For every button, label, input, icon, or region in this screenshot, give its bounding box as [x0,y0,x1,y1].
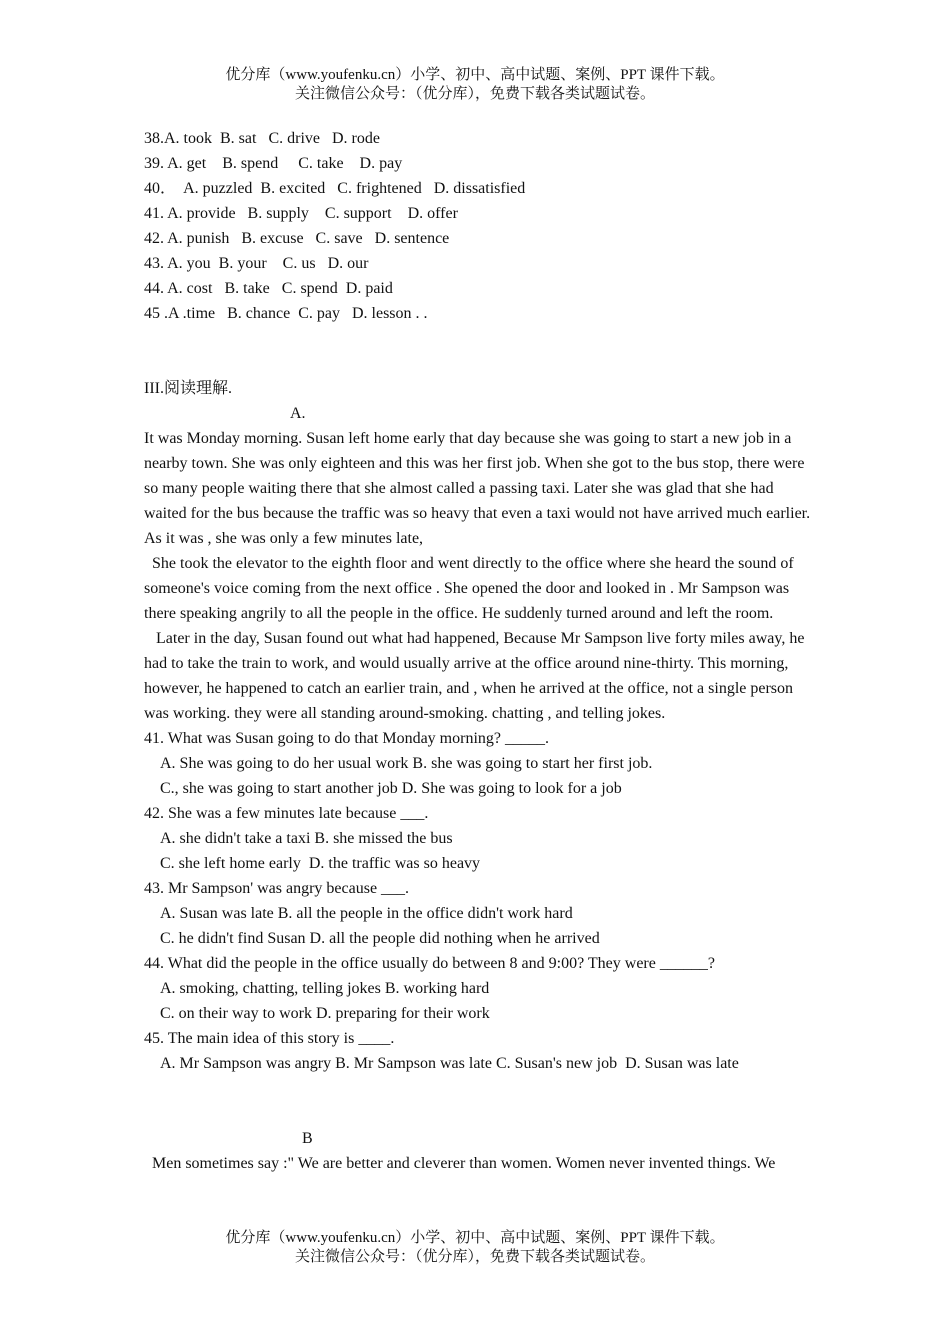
question-42 [144,801,812,876]
question-stem: 42. She was a few minutes late because ___. [144,805,429,822]
cloze-option-38: 38.A. took B. sat C. drive D. rode [144,130,380,147]
passage-a-label: A. [290,405,306,422]
cloze-option-43: 43. A. you B. your C. us D. our [144,255,369,272]
footer-line-2: 关注微信公众号：（优分库），免费下载各类试题试卷。 [294,1249,655,1265]
cloze-option-42: 42. A. punish B. excuse C. save D. sentence [144,230,450,247]
question-option-line: A. she didn't take a taxi B. she missed the bus [160,830,453,847]
question-option-line: C., she was going to start another job D. She was going to look for a job [160,780,622,797]
question-43 [144,876,812,951]
question-list [144,726,812,1076]
question-45 [144,1026,812,1076]
cloze-option-41: 41. A. provide B. supply C. support D. offer [144,205,458,222]
passage-b-label: B [302,1130,313,1147]
cloze-option-45: 45 .A .time B. chance C. pay D. lesson . . [144,305,428,322]
footer-line-1: 优分库（www.youfenku.cn）小学、初中、高中试题、案例、PPT 课件下载。 [225,1230,725,1246]
question-stem: 41. What was Susan going to do that Monday morning? _____. [144,730,549,747]
cloze-options [144,126,812,326]
question-stem: 44. What did the people in the office usually do between 8 and 9:00? They were ______? [144,955,715,972]
page-header [0,66,950,104]
page-content [144,126,812,1176]
cloze-option-44: 44. A. cost B. take C. spend D. paid [144,280,393,297]
passage-a-paragraph-2: She took the elevator to the eighth floor and went directly to the office where she heard the sound of someone's voice coming from the next office . She opened the door and looked in . Mr Sampson was there speaking angrily to all the people in the office. He suddenly turned around and left the room. [144,555,798,622]
question-stem: 45. The main idea of this story is ____. [144,1030,395,1047]
question-option-line: A. Mr Sampson was angry B. Mr Sampson was late C. Susan's new job D. Susan was late [160,1055,739,1072]
cloze-option-39: 39. A. get B. spend C. take D. pay [144,155,403,172]
question-option-line: A. Susan was late B. all the people in the office didn't work hard [160,905,573,922]
question-44 [144,951,812,1026]
question-stem: 43. Mr Sampson' was angry because ___. [144,880,410,897]
question-option-line: C. on their way to work D. preparing for their work [160,1005,490,1022]
section-title: III.阅读理解. [144,380,232,397]
page-footer [0,1229,950,1267]
header-line-1: 优分库（www.youfenku.cn）小学、初中、高中试题、案例、PPT 课件下载。 [225,67,725,83]
question-option-line: A. She was going to do her usual work B. she was going to start her first job. [160,755,653,772]
question-option-line: C. she left home early D. the traffic was so heavy [160,855,481,872]
header-line-2: 关注微信公众号：（优分库），免费下载各类试题试卷。 [294,86,655,102]
passage-b-first-line: Men sometimes say :" We are better and cleverer than women. Women never invented things. We [144,1155,776,1172]
question-option-line: C. he didn't find Susan D. all the people did nothing when he arrived [160,930,600,947]
passage-a-paragraph-1: It was Monday morning. Susan left home early that day because she was going to start a new job in a nearby town. She was only eighteen and this was her first job. When she got to the bus stop, there were so many people waiting there that she almost called a passing taxi. Later she was glad that she had waited for the bus because the traffic was so heavy that even a taxi would not have arrived much earlier. As it was , she was only a few minutes late, [144,430,811,547]
passage-a-paragraph-3: Later in the day, Susan found out what had happened, Because Mr Sampson live forty miles away, he had to take the train to work, and would usually arrive at the office around nine-thirty. This morning, however, he happened to catch an earlier train, and , when he arrived at the office, not a single person was working. they were all standing around-smoking. chatting , and telling jokes. [144,630,809,722]
question-41 [144,726,812,801]
passage-a [144,426,812,726]
cloze-option-40: 40． A. puzzled B. excited C. frightened D. dissatisfied [144,180,526,197]
question-option-line: A. smoking, chatting, telling jokes B. working hard [160,980,490,997]
